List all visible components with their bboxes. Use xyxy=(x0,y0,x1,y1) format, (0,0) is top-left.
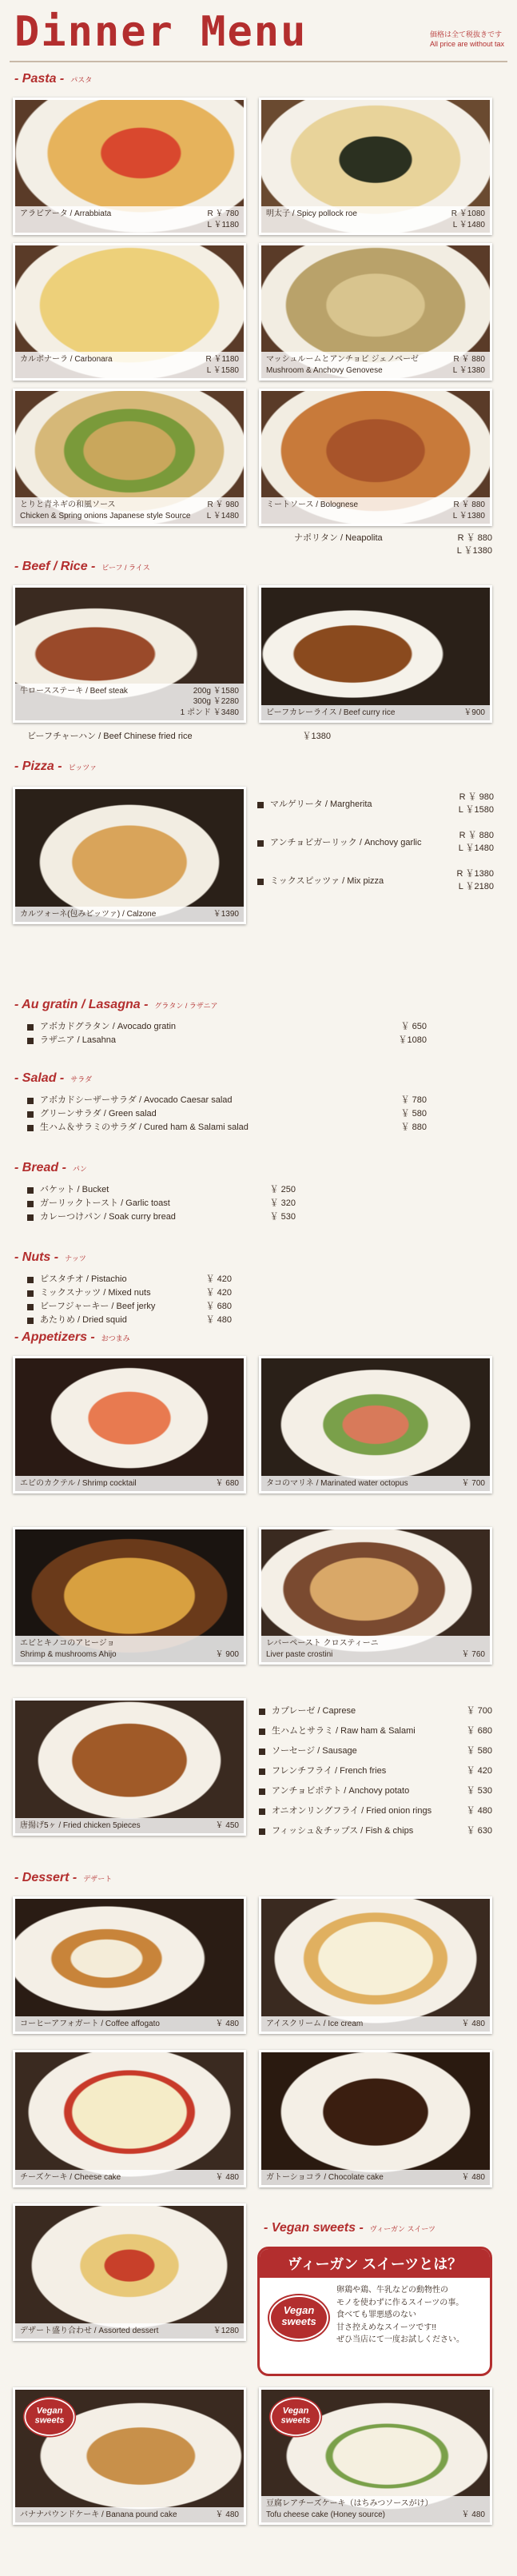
section-subtitle: ナッツ xyxy=(65,1254,86,1262)
vegan-badge: Vegan sweets xyxy=(271,2398,321,2436)
section-gratin xyxy=(14,998,217,1012)
bullet-icon xyxy=(259,1769,265,1775)
menu-card-ice-cream[interactable] xyxy=(259,1896,492,2034)
list-item xyxy=(259,1781,492,1801)
menu-card-carbonara[interactable] xyxy=(13,243,246,381)
item-price: ￥ 700 xyxy=(466,1705,492,1716)
bullet-icon xyxy=(259,1729,265,1735)
food-photo xyxy=(15,1701,244,1833)
pizza-list xyxy=(257,792,494,895)
section-subtitle: パン xyxy=(72,1165,87,1173)
price-regular: R ￥1380 xyxy=(456,869,494,879)
item-price: ￥ 480 xyxy=(215,2510,239,2519)
menu-item-beef-fried-rice xyxy=(27,731,331,744)
vegan-line: モノを使わずに作るスイーツの事。 xyxy=(336,2298,464,2307)
item-name-en: Liver paste crostini xyxy=(266,1649,333,1659)
price-regular: R ￥ 880 xyxy=(453,500,485,509)
menu-card-shrimp-cocktail[interactable] xyxy=(13,1356,246,1493)
item-name: バケット / Bucket xyxy=(40,1184,109,1194)
item-label xyxy=(15,907,244,923)
item-name: ミートソース / Bolognese xyxy=(266,500,359,509)
item-price: ￥ 680 xyxy=(205,1301,232,1311)
bread-list xyxy=(27,1183,296,1224)
section-dessert xyxy=(14,1871,112,1885)
list-item xyxy=(259,1721,492,1741)
item-name: アンチョビポテト / Anchovy potato xyxy=(272,1785,410,1796)
price-regular: R ￥ 880 xyxy=(457,533,492,543)
list-item xyxy=(257,868,494,895)
bullet-icon xyxy=(257,840,264,847)
list-item xyxy=(257,830,494,857)
list-item xyxy=(259,1701,492,1721)
section-beef-rice xyxy=(14,560,150,574)
item-name: 豆腐レアチーズケーキ（はちみつソースがけ） xyxy=(266,2499,433,2508)
bullet-icon xyxy=(27,1024,34,1031)
food-photo xyxy=(261,588,490,720)
item-name: 唐揚げ5ヶ / Fried chicken 5pieces xyxy=(20,1820,141,1830)
menu-card-cheese-cake[interactable] xyxy=(13,2050,246,2187)
item-price: ￥ 420 xyxy=(466,1765,492,1776)
section-title: - Salad - xyxy=(14,1071,65,1085)
item-price: ￥ 480 xyxy=(461,2510,485,2519)
list-item xyxy=(27,1314,232,1327)
vegan-badge: Vegan sweets xyxy=(269,2295,328,2340)
bullet-icon xyxy=(259,1709,265,1715)
list-item xyxy=(27,1183,296,1197)
item-name: アンチョビガーリック / Anchovy garlic xyxy=(270,838,422,848)
list-item xyxy=(27,1210,296,1224)
tax-note xyxy=(430,30,504,49)
item-name: アイスクリーム / Ice cream xyxy=(266,2019,364,2028)
item-label xyxy=(15,2323,244,2339)
bullet-icon xyxy=(27,1187,34,1194)
appetizers-list xyxy=(259,1701,492,1841)
price-large: L ￥1480 xyxy=(206,511,239,520)
item-name: バナナパウンドケーキ / Banana pound cake xyxy=(20,2510,177,2519)
price-regular: R ￥ 980 xyxy=(207,500,239,509)
section-subtitle: パスタ xyxy=(70,76,93,84)
bullet-icon xyxy=(27,1304,34,1310)
menu-title: Dinner Menu xyxy=(14,8,308,56)
section-appetizers xyxy=(14,1330,130,1345)
list-item xyxy=(27,1121,427,1134)
item-price: ￥ 420 xyxy=(205,1287,232,1298)
item-price: ￥ 530 xyxy=(269,1211,296,1222)
item-price: ￥ 320 xyxy=(269,1198,296,1208)
vegan-info-box xyxy=(257,2247,492,2376)
menu-card-assorted-dessert[interactable] xyxy=(13,2203,246,2341)
bullet-icon xyxy=(27,1125,34,1131)
item-label xyxy=(261,1636,490,1662)
item-price: ￥ 480 xyxy=(205,1314,232,1325)
section-title: - Nuts - xyxy=(14,1250,59,1264)
bullet-icon xyxy=(257,879,264,885)
item-name-en: Chicken & Spring onions Japanese style Source xyxy=(20,511,191,520)
item-price: ￥1280 xyxy=(213,2326,239,2335)
item-name: ピスタチオ / Pistachio xyxy=(40,1274,127,1284)
price-200g: 200g ￥1580 xyxy=(193,686,239,696)
menu-card-banana-pound-cake[interactable] xyxy=(13,2387,246,2525)
price-regular: R ￥ 880 xyxy=(459,831,494,840)
menu-card-chicken-onion[interactable] xyxy=(13,389,246,526)
menu-card-ahijo[interactable] xyxy=(13,1527,246,1665)
food-photo xyxy=(15,2206,244,2339)
bullet-icon xyxy=(27,1318,34,1324)
list-item xyxy=(27,1286,232,1300)
item-price: ￥ 680 xyxy=(215,1478,239,1488)
item-name: マッシュルームとアンチョビ ジェノベーゼ xyxy=(266,355,419,364)
section-title: - Au gratin / Lasagna - xyxy=(14,998,149,1011)
item-label xyxy=(261,1476,490,1492)
section-title: - Vegan sweets - xyxy=(264,2221,364,2235)
item-label xyxy=(15,1476,244,1492)
item-price: ￥ 480 xyxy=(466,1805,492,1816)
item-price: ￥1390 xyxy=(213,909,239,919)
section-vegan xyxy=(264,2221,435,2235)
nuts-list xyxy=(27,1273,232,1327)
section-salad xyxy=(14,1071,92,1086)
price-regular: R ￥1180 xyxy=(205,355,239,364)
bullet-icon xyxy=(259,1828,265,1835)
bullet-icon xyxy=(257,802,264,808)
vegan-line: 甘さ控えめなスイーツです!! xyxy=(336,2323,436,2332)
price-large: L ￥1380 xyxy=(456,545,492,556)
item-label xyxy=(261,497,490,524)
item-name: チーズケーキ / Cheese cake xyxy=(20,2172,121,2182)
item-label xyxy=(261,2170,490,2186)
item-name: オニオンリングフライ / Fried onion rings xyxy=(272,1805,432,1816)
item-name: ガーリックトースト / Garlic toast xyxy=(40,1198,170,1208)
price-large: L ￥2180 xyxy=(458,881,494,891)
item-label xyxy=(261,206,490,233)
menu-card-chocolate-cake[interactable] xyxy=(259,2050,492,2187)
vegan-line: 食べても罪悪感のない xyxy=(336,2311,416,2319)
item-name: ビーフジャーキー / Beef jerky xyxy=(40,1301,156,1311)
item-name: フレンチフライ / French fries xyxy=(272,1765,387,1776)
item-price: ￥ 760 xyxy=(461,1649,485,1659)
food-photo xyxy=(261,1899,490,2032)
item-name: ソーセージ / Sausage xyxy=(272,1745,357,1756)
item-price: ￥ 650 xyxy=(400,1021,427,1031)
list-item xyxy=(259,1741,492,1761)
vegan-description xyxy=(336,2284,464,2347)
item-price: ￥ 580 xyxy=(466,1745,492,1756)
bullet-icon xyxy=(27,1111,34,1118)
item-price: ￥ 450 xyxy=(215,1820,239,1830)
bullet-icon xyxy=(259,1808,265,1815)
price-large: L ￥1480 xyxy=(458,843,494,853)
item-name: レバーペースト クロスティーニ xyxy=(266,1639,379,1648)
menu-card-calzone[interactable] xyxy=(13,787,246,924)
section-subtitle: デザート xyxy=(83,1875,113,1883)
item-name: カプレーゼ / Caprese xyxy=(272,1705,356,1716)
bullet-icon xyxy=(27,1277,34,1283)
food-photo xyxy=(15,1899,244,2032)
item-label xyxy=(15,352,244,378)
tax-note-en: All price are without tax xyxy=(429,39,504,48)
section-nuts xyxy=(14,1250,86,1265)
food-photo xyxy=(15,789,244,922)
price-large: L ￥1180 xyxy=(207,220,239,229)
item-price: ￥900 xyxy=(463,708,485,717)
list-item xyxy=(259,1761,492,1781)
item-name: ガトーショコラ / Chocolate cake xyxy=(266,2172,384,2182)
menu-card-octopus-marinade[interactable] xyxy=(259,1356,492,1493)
item-name: とりと青ネギの和風ソース xyxy=(20,500,116,509)
item-price: ￥1080 xyxy=(398,1035,427,1045)
menu-card-arrabbiata[interactable] xyxy=(13,98,246,235)
section-title: - Bread - xyxy=(14,1161,66,1174)
list-item xyxy=(259,1801,492,1821)
section-subtitle: グラタン / ラザニア xyxy=(154,1002,218,1010)
section-title: - Appetizers - xyxy=(14,1330,95,1344)
gratin-list xyxy=(27,1020,427,1047)
menu-card-liver-crostini[interactable] xyxy=(259,1527,492,1665)
section-subtitle: ピッツァ xyxy=(68,764,97,772)
item-name: ラザニア / Lasahna xyxy=(40,1035,116,1045)
list-item xyxy=(27,1273,232,1286)
item-name: アラビアータ / Arrabbiata xyxy=(20,209,112,218)
price-regular: R ￥ 980 xyxy=(459,792,494,802)
price-large: L ￥1380 xyxy=(452,365,485,375)
salad-list xyxy=(27,1094,427,1134)
section-title: - Beef / Rice - xyxy=(14,560,96,573)
list-item xyxy=(259,1821,492,1841)
item-price: ￥ 900 xyxy=(215,1649,239,1659)
price-300g: 300g ￥2280 xyxy=(193,697,239,706)
bullet-icon xyxy=(27,1201,34,1207)
vegan-line: 卵鶏や鶏、牛乳などの動物性の xyxy=(336,2286,448,2295)
item-name: ミックスピッツァ / Mix pizza xyxy=(270,876,384,887)
item-label xyxy=(15,2016,244,2032)
price-regular: R ￥1080 xyxy=(451,209,485,218)
item-name: ミックスナッツ / Mixed nuts xyxy=(40,1287,151,1298)
list-item xyxy=(27,1094,427,1107)
item-name: タコのマリネ / Marinated water octopus xyxy=(266,1478,408,1488)
section-title: - Pasta - xyxy=(14,72,65,86)
item-label xyxy=(15,2170,244,2186)
item-label xyxy=(15,1818,244,1834)
section-subtitle: ビーフ / ライス xyxy=(101,564,150,572)
bullet-icon xyxy=(27,1038,34,1044)
list-item xyxy=(257,792,494,819)
item-label xyxy=(261,352,490,378)
item-name: あたりめ / Dried squid xyxy=(40,1314,127,1325)
item-price: ￥ 680 xyxy=(466,1725,492,1736)
item-name: 生ハム＆サラミのサラダ / Cured ham & Salami salad xyxy=(40,1122,249,1132)
item-name-en: Mushroom & Anchovy Genovese xyxy=(266,365,383,375)
section-title: - Dessert - xyxy=(14,1871,78,1884)
menu-card-bolognese[interactable] xyxy=(259,389,492,526)
item-name: アボカドシーザーサラダ / Avocado Caesar salad xyxy=(40,1095,233,1105)
item-name: エビのカクテル / Shrimp cocktail xyxy=(20,1478,137,1488)
item-name: エビとキノコのアヒージョ xyxy=(20,1639,115,1648)
list-item xyxy=(27,1107,427,1121)
item-price: ￥ 700 xyxy=(461,1478,485,1488)
item-price: ￥ 480 xyxy=(461,2172,485,2182)
item-name: コーヒーアフォガート / Coffee affogato xyxy=(20,2019,160,2028)
item-name: カルボナーラ / Carbonara xyxy=(20,355,113,364)
item-label xyxy=(261,2496,490,2522)
menu-header xyxy=(10,0,507,62)
menu-card-affogato[interactable] xyxy=(13,1896,246,2034)
item-name: アボカドグラタン / Avocado gratin xyxy=(40,1021,177,1031)
price-regular: R ￥ 880 xyxy=(453,355,485,364)
price-large: L ￥1380 xyxy=(452,511,485,520)
vegan-line: ぜひ当店にて一度お試しください。 xyxy=(336,2335,464,2344)
food-photo xyxy=(15,1358,244,1491)
food-photo xyxy=(261,1358,490,1491)
price-1lb: 1 ポンド ￥3480 xyxy=(180,708,239,717)
item-price: ￥ 480 xyxy=(461,2019,485,2028)
vegan-badge: Vegan sweets xyxy=(25,2398,75,2436)
tax-note-jp: 価格は全て税抜きです xyxy=(429,30,502,38)
item-name: 明太子 / Spicy pollock roe xyxy=(266,209,357,218)
item-name: グリーンサラダ / Green salad xyxy=(40,1108,157,1119)
price-regular: R ￥ 780 xyxy=(207,209,239,218)
item-name: マルゲリータ / Margherita xyxy=(270,800,372,810)
price-large: L ￥1580 xyxy=(206,365,239,375)
bullet-icon xyxy=(259,1788,265,1795)
section-subtitle: ヴィーガン スイーツ xyxy=(369,2225,436,2233)
section-pizza xyxy=(14,760,97,774)
menu-card-genovese[interactable] xyxy=(259,243,492,381)
item-name: ビーフチャーハン / Beef Chinese fried rice xyxy=(27,732,193,741)
bullet-icon xyxy=(27,1290,34,1297)
item-price: ￥ 780 xyxy=(400,1095,427,1105)
item-name: ナポリタン / Neapolita xyxy=(294,533,383,543)
item-name-en: Shrimp & mushrooms Ahijo xyxy=(20,1649,117,1659)
menu-item-neapolitan xyxy=(294,532,492,556)
item-label xyxy=(15,206,244,233)
item-label xyxy=(261,705,490,721)
item-name: ビーフカレーライス / Beef curry rice xyxy=(266,708,396,717)
item-name: デザート盛り合わせ / Assorted dessert xyxy=(20,2326,159,2335)
menu-card-fried-chicken[interactable] xyxy=(13,1698,246,1836)
item-price: ￥ 480 xyxy=(215,2172,239,2182)
item-label xyxy=(15,2507,244,2523)
item-price: ￥ 420 xyxy=(205,1274,232,1284)
section-pasta xyxy=(14,72,92,86)
item-label xyxy=(15,1636,244,1662)
vegan-box-title: ヴィーガン スイーツとは？ xyxy=(260,2249,490,2278)
menu-card-mentaiko[interactable] xyxy=(259,98,492,235)
item-price: ￥ 630 xyxy=(466,1825,492,1836)
item-price: ￥ 480 xyxy=(215,2019,239,2028)
item-price: ￥ 880 xyxy=(400,1122,427,1132)
food-photo xyxy=(261,2052,490,2185)
item-name: カレーつけパン / Soak curry bread xyxy=(40,1211,176,1222)
section-subtitle: サラダ xyxy=(70,1075,93,1083)
item-label xyxy=(261,2016,490,2032)
food-photo xyxy=(15,2052,244,2185)
bullet-icon xyxy=(27,1098,34,1104)
item-name: 牛ロースステーキ / Beef steak xyxy=(20,686,128,696)
section-bread xyxy=(14,1161,87,1175)
item-label xyxy=(15,497,244,524)
list-item xyxy=(27,1020,427,1034)
list-item xyxy=(27,1034,427,1047)
list-item xyxy=(27,1197,296,1210)
price-large: L ￥1480 xyxy=(452,220,485,229)
item-name: 生ハムとサラミ / Raw ham & Salami xyxy=(272,1725,416,1736)
item-name: カルツォーネ(包みピッツァ) / Calzone xyxy=(20,909,157,919)
price-large: L ￥1580 xyxy=(458,804,494,815)
item-price: ￥1380 xyxy=(302,732,331,741)
item-price: ￥ 580 xyxy=(400,1108,427,1119)
menu-card-beef-steak[interactable] xyxy=(13,585,246,723)
bullet-icon xyxy=(259,1749,265,1755)
section-title: - Pizza - xyxy=(14,760,62,773)
menu-card-beef-curry[interactable] xyxy=(259,585,492,723)
list-item xyxy=(27,1300,232,1314)
item-name: フィッシュ＆チップス / Fish & chips xyxy=(272,1825,414,1836)
item-price: ￥ 250 xyxy=(269,1184,296,1194)
item-price: ￥ 530 xyxy=(466,1785,492,1796)
bullet-icon xyxy=(27,1214,34,1221)
item-label xyxy=(15,684,244,721)
item-name-en: Tofu cheese cake (Honey source) xyxy=(266,2510,385,2519)
section-subtitle: おつまみ xyxy=(101,1334,130,1342)
menu-card-tofu-cheese-cake[interactable] xyxy=(259,2387,492,2525)
